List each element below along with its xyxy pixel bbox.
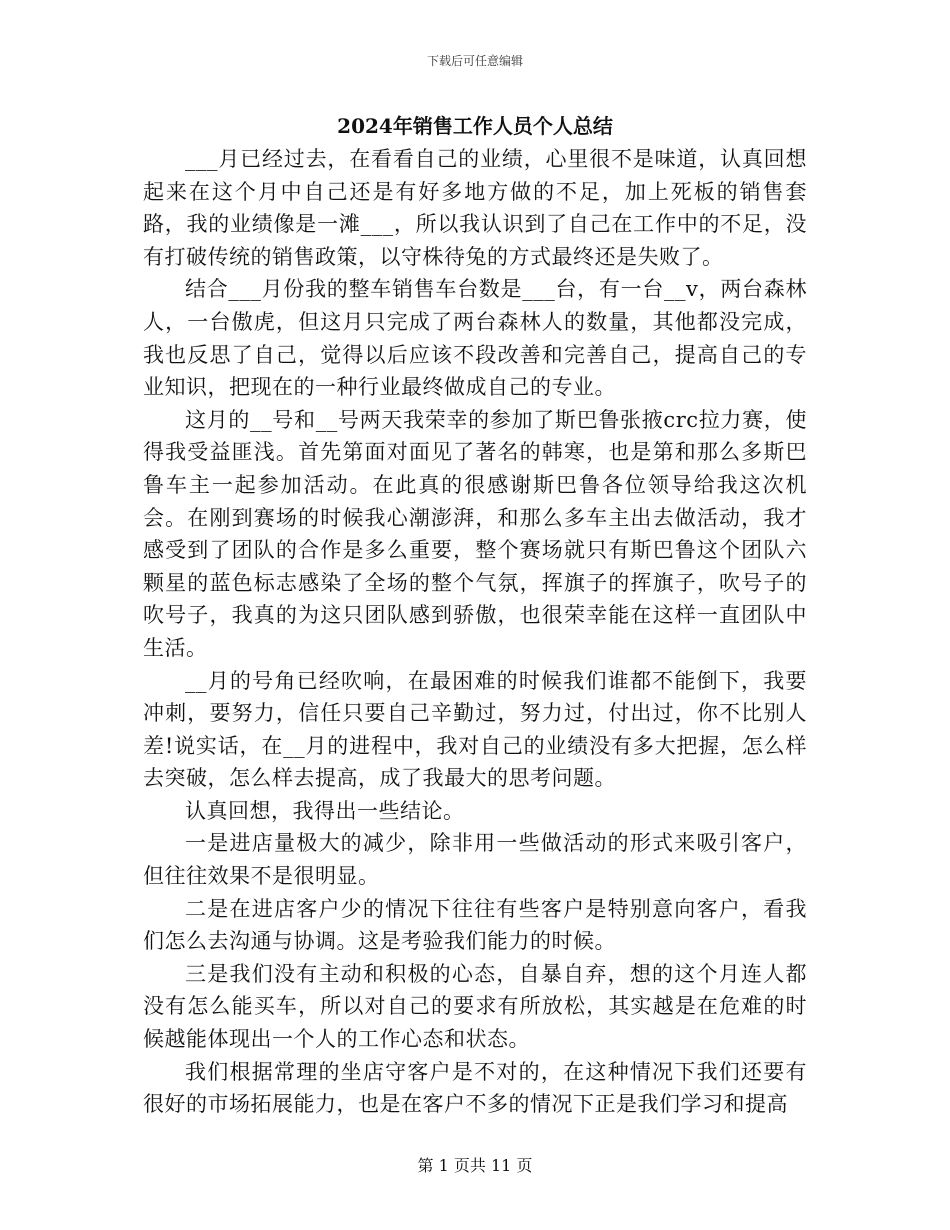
paragraph: __月的号角已经吹响，在最困难的时候我们谁都不能倒下，我要冲刺，要努力，信任只要自己辛勤过，努力过，付出过，你不比别人差!说实话，在__月的进程中，我对自己的业绩没有多大把握，怎么样去突破，怎么样去提高，成了我最大的思考问题。 xyxy=(143,668,807,791)
paragraph: 这月的__号和__号两天我荣幸的参加了斯巴鲁张掖crc拉力赛，使得我受益匪浅。首先第面对面见了著名的韩寒，也是第和那么多斯巴鲁车主一起参加活动。在此真的很感谢斯巴鲁各位领导给我这次机会。在刚到赛场的时候我心潮澎湃，和那么多车主出去做活动，我才感受到了团队的合作是多么重要，整个赛场就只有斯巴鲁这个团队六颗星的蓝色标志感染了全场的整个气氛，挥旗子的挥旗子，吹号子的吹号子，我真的为这只团队感到骄傲，也很荣幸能在这样一直团队中生活。 xyxy=(143,407,807,660)
paragraph: ___月已经过去，在看看自己的业绩，心里很不是味道，认真回想起来在这个月中自己还是有好多地方做的不足，加上死板的销售套路，我的业绩像是一滩___，所以我认识到了自己在工作中的不足，没有打破传统的销售政策，以守株待兔的方式最终还是失败了。 xyxy=(143,147,807,269)
paragraph: 一是进店量极大的减少，除非用一些做活动的形式来吸引客户，但往往效果不是很明显。 xyxy=(143,831,807,889)
paragraph: 二是在进店客户少的情况下往往有些客户是特别意向客户，看我们怎么去沟通与协调。这是考验我们能力的时候。 xyxy=(143,896,807,954)
document-body xyxy=(143,143,807,1121)
page-header-note: 下载后可任意编辑 xyxy=(426,54,523,68)
document-title: 2024年销售工作人员个人总结 xyxy=(337,114,613,138)
paragraph: 三是我们没有主动和积极的心态，自暴自弃，想的这个月连人都没有怎么能买车，所以对自己的要求有所放松，其实越是在危难的时候越能体现出一个人的工作心态和状态。 xyxy=(143,961,807,1052)
paragraph: 我们根据常理的坐店守客户是不对的，在这种情况下我们还要有很好的市场拓展能力，也是在客户不多的情况下正是我们学习和提高 xyxy=(143,1059,807,1117)
page-number-footer: 第 1 页共 11 页 xyxy=(417,1156,533,1175)
paragraph: 结合___月份我的整车销售车台数是___台，有一台__v，两台森林人，一台傲虎，但这月只完成了两台森林人的数量，其他都没完成，我也反思了自己，觉得以后应该不段改善和完善自己，提高自己的专业知识，把现在的一种行业最终做成自己的专业。 xyxy=(143,277,807,400)
paragraph: 认真回想，我得出一些结论。 xyxy=(185,798,465,823)
